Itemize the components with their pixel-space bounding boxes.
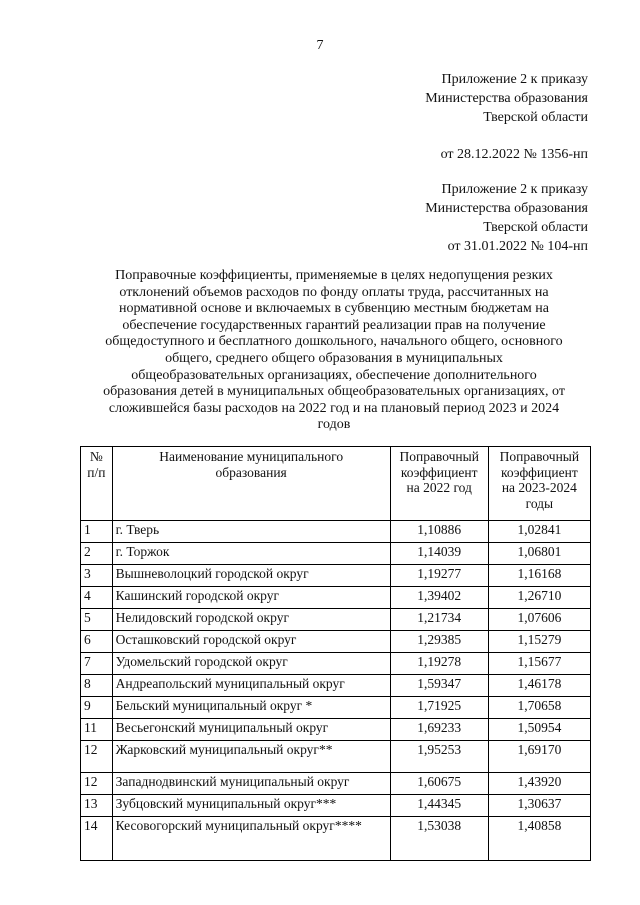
row-name-cell: Андреапольский муниципальный округ [112, 675, 390, 697]
table-row [81, 653, 591, 675]
row-name-cell: Зубцовский муниципальный округ*** [112, 795, 390, 817]
appendix-header-2 [425, 180, 588, 256]
row-num-cell: 12 [81, 773, 113, 795]
row-coef-2022-cell: 1,71925 [390, 697, 488, 719]
table-row [81, 773, 591, 795]
row-num-cell: 3 [81, 565, 113, 587]
row-name-cell: Удомельский городской округ [112, 653, 390, 675]
row-name-cell: Бельский муниципальный округ * [112, 697, 390, 719]
table-row [81, 719, 591, 741]
row-coef-2022-cell: 1,69233 [390, 719, 488, 741]
row-name-cell: Нелидовский городской округ [112, 609, 390, 631]
row-coef-2023-cell: 1,02841 [488, 521, 590, 543]
row-coef-2022-cell: 1,95253 [390, 741, 488, 773]
row-coef-2022-cell: 1,29385 [390, 631, 488, 653]
appendix-line: Тверской области [483, 110, 588, 125]
header-text: на 2023-2024 [501, 480, 577, 495]
row-num-cell: 9 [81, 697, 113, 719]
row-coef-2023-cell: 1,30637 [488, 795, 590, 817]
row-name-cell: Осташковский городской округ [112, 631, 390, 653]
row-coef-2022-cell: 1,44345 [390, 795, 488, 817]
appendix-line: Министерства образования [425, 201, 588, 216]
row-name-cell: Кашинский городской округ [112, 587, 390, 609]
row-num-cell: 6 [81, 631, 113, 653]
header-num [81, 447, 113, 521]
title-line: общего, среднего общего образования в муниципальных [165, 350, 503, 366]
appendix-line: Тверской области [483, 220, 588, 235]
row-coef-2023-cell: 1,07606 [488, 609, 590, 631]
row-num-cell: 4 [81, 587, 113, 609]
header-text: коэффициент [400, 464, 478, 480]
header-text: годы [525, 495, 554, 511]
row-coef-2022-cell: 1,21734 [390, 609, 488, 631]
table-row [81, 795, 591, 817]
appendix-date: от 28.12.2022 № 1356-нп [440, 147, 588, 162]
row-coef-2023-cell: 1,69170 [488, 741, 590, 773]
row-coef-2022-cell: 1,14039 [390, 543, 488, 565]
row-num-cell: 12 [81, 741, 113, 773]
row-coef-2023-cell: 1,43920 [488, 773, 590, 795]
table-row [81, 697, 591, 719]
table-row [81, 609, 591, 631]
appendix-line: Приложение 2 к приказу [441, 182, 588, 197]
header-text: № [89, 449, 103, 464]
row-name-cell: Весьегонский муниципальный округ [112, 719, 390, 741]
row-num-cell: 11 [81, 719, 113, 741]
title-line: обеспечение государственных гарантий реализации прав на получение [122, 317, 546, 333]
row-name-cell: г. Торжок [112, 543, 390, 565]
row-num-cell: 1 [81, 521, 113, 543]
document-title [88, 268, 580, 434]
title-line: годов [317, 417, 351, 433]
row-name-cell: Жарковский муниципальный округ** [112, 741, 390, 773]
row-coef-2022-cell: 1,39402 [390, 587, 488, 609]
appendix-line: от 31.01.2022 № 104-нп [447, 239, 588, 254]
row-num-cell: 7 [81, 653, 113, 675]
table-row [81, 521, 591, 543]
header-text: Наименование муниципального [159, 449, 344, 464]
header-text: образования [215, 464, 287, 480]
table-row [81, 675, 591, 697]
header-text: п/п [87, 464, 106, 480]
row-coef-2023-cell: 1,16168 [488, 565, 590, 587]
appendix-line: Министерства образования [425, 91, 588, 106]
row-num-cell: 13 [81, 795, 113, 817]
row-num-cell: 2 [81, 543, 113, 565]
row-coef-2023-cell: 1,26710 [488, 587, 590, 609]
row-coef-2022-cell: 1,53038 [390, 817, 488, 861]
appendix-header-1 [425, 70, 588, 127]
table-row [81, 817, 591, 861]
row-name-cell: г. Тверь [112, 521, 390, 543]
row-num-cell: 5 [81, 609, 113, 631]
title-line: образования детей в муниципальных общеобразовательных организациях, от [103, 384, 565, 400]
page-number: 7 [316, 38, 324, 53]
table-row [81, 565, 591, 587]
row-coef-2022-cell: 1,59347 [390, 675, 488, 697]
header-name [112, 447, 390, 521]
table-row [81, 587, 591, 609]
table-body [81, 521, 591, 861]
title-line: Поправочные коэффициенты, применяемые в целях недопущения резких [115, 268, 553, 283]
row-name-cell: Западнодвинский муниципальный округ [112, 773, 390, 795]
row-coef-2023-cell: 1,40858 [488, 817, 590, 861]
row-coef-2023-cell: 1,15677 [488, 653, 590, 675]
header-text: коэффициент [501, 464, 578, 480]
row-coef-2023-cell: 1,46178 [488, 675, 590, 697]
table-row [81, 741, 591, 773]
row-coef-2023-cell: 1,06801 [488, 543, 590, 565]
title-line: нормативной основе и включаемых в субвенцию местным бюджетам на [119, 301, 549, 317]
row-coef-2022-cell: 1,19277 [390, 565, 488, 587]
row-name-cell: Вышневолоцкий городской округ [112, 565, 390, 587]
row-coef-2023-cell: 1,15279 [488, 631, 590, 653]
appendix-line: Приложение 2 к приказу [441, 72, 588, 87]
row-num-cell: 8 [81, 675, 113, 697]
header-coef-2022 [390, 447, 488, 521]
table-row [81, 543, 591, 565]
row-coef-2023-cell: 1,50954 [488, 719, 590, 741]
table-row [81, 631, 591, 653]
title-line: общедоступного и бесплатного дошкольного, начального общего, основного [105, 334, 563, 350]
title-line: отклонений объемов расходов по фонду оплаты труда, рассчитанных на [119, 284, 549, 300]
row-num-cell: 14 [81, 817, 113, 861]
row-coef-2023-cell: 1,70658 [488, 697, 590, 719]
header-text: Поправочный [399, 449, 479, 464]
header-coef-2023-2024 [488, 447, 590, 521]
row-coef-2022-cell: 1,10886 [390, 521, 488, 543]
table-header-row [81, 447, 591, 521]
row-coef-2022-cell: 1,60675 [390, 773, 488, 795]
title-line: сложившейся базы расходов на 2022 год и на плановый период 2023 и 2024 [108, 400, 560, 416]
row-coef-2022-cell: 1,19278 [390, 653, 488, 675]
title-line: общеобразовательных организациях, обеспечение дополнительного [131, 367, 537, 383]
coefficients-table [80, 446, 591, 861]
header-text: на 2022 год [406, 480, 472, 495]
header-text: Поправочный [499, 449, 580, 464]
row-name-cell: Кесовогорский муниципальный округ**** [112, 817, 390, 861]
